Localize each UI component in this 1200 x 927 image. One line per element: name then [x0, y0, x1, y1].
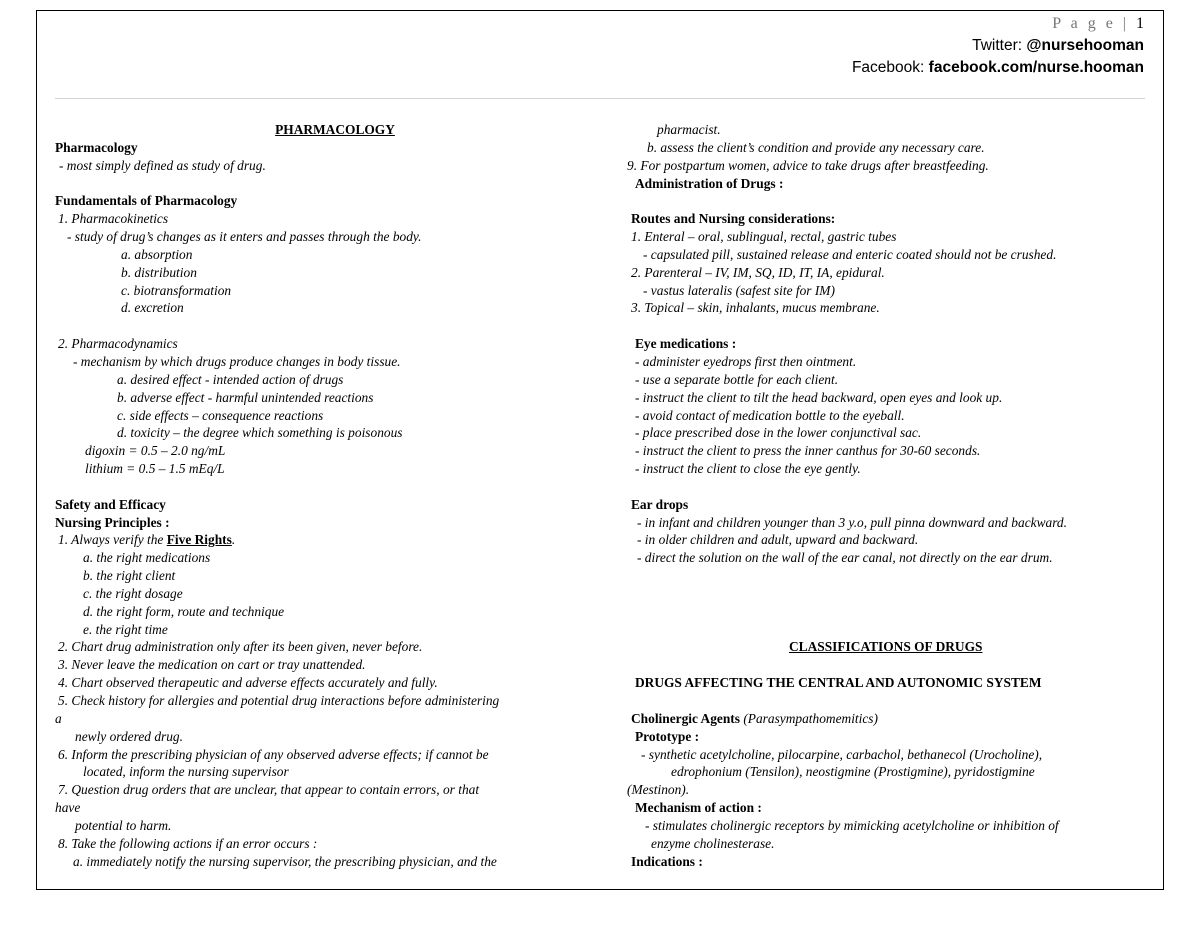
- text-line: 2. Parenteral – IV, IM, SQ, ID, IT, IA, epidural.: [631, 264, 885, 280]
- right-column: [627, 121, 1147, 870]
- facebook-label: Facebook:: [851, 59, 925, 76]
- text-line: 8. Take the following actions if an error occurs :: [58, 835, 318, 851]
- text-line: 6. Inform the prescribing physician of any observed adverse effects; if cannot be: [58, 746, 489, 762]
- cholinergic-subtitle: (Parasympathomemitics): [743, 710, 878, 726]
- heading: Eye medications :: [635, 336, 737, 352]
- list-item: - avoid contact of medication bottle to the eyeball.: [635, 407, 905, 423]
- text-line: edrophonium (Tensilon), neostigmine (Prostigmine), pyridostigmine: [671, 764, 1035, 780]
- text-line: 1. Enteral – oral, sublingual, rectal, gastric tubes: [631, 229, 897, 245]
- list-item: - place prescribed dose in the lower conjunctival sac.: [635, 425, 922, 441]
- text-line: - vastus lateralis (safest site for IM): [643, 282, 835, 298]
- text-line: 3. Never leave the medication on cart or tray unattended.: [58, 657, 366, 673]
- list-item: - instruct the client to close the eye gently.: [635, 461, 861, 477]
- heading: Fundamentals of Pharmacology: [55, 193, 238, 209]
- text-line: 5. Check history for allergies and potential drug interactions before administering: [58, 693, 500, 708]
- text-line: - stimulates cholinergic receptors by mimicking acetylcholine or inhibition of: [645, 817, 1059, 833]
- list-item: e. the right time: [83, 621, 168, 637]
- heading: Nursing Principles :: [55, 514, 170, 530]
- text-line: a. immediately notify the nursing supervisor, the prescribing physician, and the: [73, 853, 497, 869]
- text-line: enzyme cholinesterase.: [651, 835, 775, 851]
- text-line: 1. Pharmacokinetics: [58, 211, 169, 227]
- heading: Indications :: [631, 853, 703, 869]
- heading: Administration of Drugs :: [635, 175, 784, 191]
- list-item: a. absorption: [121, 246, 193, 262]
- list-item: - use a separate bottle for each client.: [635, 371, 839, 387]
- text-line: [55, 531, 615, 549]
- heading: DRUGS AFFECTING THE CENTRAL AND AUTONOMIC SYSTEM: [635, 675, 1042, 691]
- page-number-value: 1: [1136, 15, 1144, 32]
- text-line: potential to harm.: [75, 817, 172, 833]
- list-item: c. the right dosage: [83, 585, 183, 601]
- text-segment: .: [231, 532, 236, 548]
- list-item: - instruct the client to press the inner canthus for 30-60 seconds.: [635, 443, 981, 459]
- facebook-url: facebook.com/nurse.hooman: [928, 59, 1144, 76]
- text-line: 2. Chart drug administration only after its been given, never before.: [58, 639, 423, 655]
- text-line: 7. Question drug orders that are unclear, that appear to contain errors, or that: [58, 782, 480, 798]
- list-item: - instruct the client to tilt the head backward, open eyes and look up.: [635, 389, 1003, 405]
- heading: Mechanism of action :: [635, 800, 762, 816]
- list-item: - direct the solution on the wall of the ear canal, not directly on the ear drum.: [637, 550, 1053, 566]
- list-item: b. distribution: [121, 264, 197, 280]
- heading: Pharmacology: [55, 139, 138, 155]
- text-line: b. assess the client’s condition and provide any necessary care.: [647, 139, 985, 155]
- text-line: - capsulated pill, sustained release and enteric coated should not be crushed.: [643, 246, 1057, 262]
- page-label: P a g e |: [1052, 15, 1129, 32]
- twitter-handle: @nursehooman: [1026, 37, 1144, 54]
- list-item: c. side effects – consequence reactions: [117, 407, 324, 423]
- text-line: 3. Topical – skin, inhalants, mucus membrane.: [631, 300, 880, 316]
- text-line: digoxin = 0.5 – 2.0 ng/mL: [85, 443, 226, 459]
- text-line: - most simply defined as study of drug.: [59, 157, 266, 173]
- document-page: [36, 10, 1164, 890]
- twitter-line: [852, 35, 1144, 57]
- text-line: located, inform the nursing supervisor: [83, 764, 289, 780]
- text-line: pharmacist.: [657, 122, 721, 137]
- text-line: newly ordered drug.: [75, 728, 183, 744]
- text-line: - study of drug’s changes as it enters and passes through the body.: [67, 229, 422, 245]
- text-line: - mechanism by which drugs produce changes in body tissue.: [73, 353, 401, 369]
- text-line: 4. Chart observed therapeutic and adverse effects accurately and fully.: [58, 675, 438, 691]
- section-title: PHARMACOLOGY: [275, 122, 395, 137]
- text-line: 2. Pharmacodynamics: [58, 336, 178, 352]
- list-item: - administer eyedrops first then ointment.: [635, 353, 857, 369]
- list-item: d. excretion: [121, 300, 184, 316]
- header-divider: [55, 98, 1145, 99]
- page-header: [852, 13, 1144, 79]
- five-rights-label: Five Rights: [166, 532, 232, 548]
- text-line: 9. For postpartum women, advice to take drugs after breastfeeding.: [627, 157, 989, 173]
- list-item: - in older children and adult, upward and backward.: [637, 532, 919, 548]
- heading: Safety and Efficacy: [55, 496, 166, 512]
- text-line: [627, 710, 1147, 728]
- text-segment: 1. Always verify the: [58, 532, 167, 548]
- list-item: b. the right client: [83, 568, 176, 584]
- heading: Ear drops: [631, 496, 689, 512]
- cholinergic-heading: Cholinergic Agents: [631, 710, 740, 726]
- heading: Prototype :: [635, 728, 700, 744]
- list-item: a. desired effect - intended action of drugs: [117, 371, 344, 387]
- left-column: [55, 121, 615, 870]
- facebook-line: [852, 57, 1144, 79]
- list-item: c. biotransformation: [121, 282, 232, 298]
- text-line: - synthetic acetylcholine, pilocarpine, carbachol, bethanecol (Urocholine),: [641, 746, 1043, 762]
- section-title: CLASSIFICATIONS OF DRUGS: [789, 639, 983, 655]
- page-number: [852, 13, 1144, 35]
- list-item: d. toxicity – the degree which something is poisonous: [117, 425, 403, 441]
- text-line: a: [55, 710, 62, 726]
- list-item: a. the right medications: [83, 550, 211, 566]
- text-line: lithium = 0.5 – 1.5 mEq/L: [85, 461, 225, 477]
- text-line: (Mestinon).: [627, 782, 690, 798]
- list-item: - in infant and children younger than 3 y.o, pull pinna downward and backward.: [637, 514, 1067, 530]
- text-line: have: [55, 800, 81, 816]
- heading: Routes and Nursing considerations:: [631, 211, 836, 227]
- list-item: d. the right form, route and technique: [83, 603, 285, 619]
- twitter-label: Twitter:: [972, 37, 1023, 54]
- list-item: b. adverse effect - harmful unintended reactions: [117, 389, 374, 405]
